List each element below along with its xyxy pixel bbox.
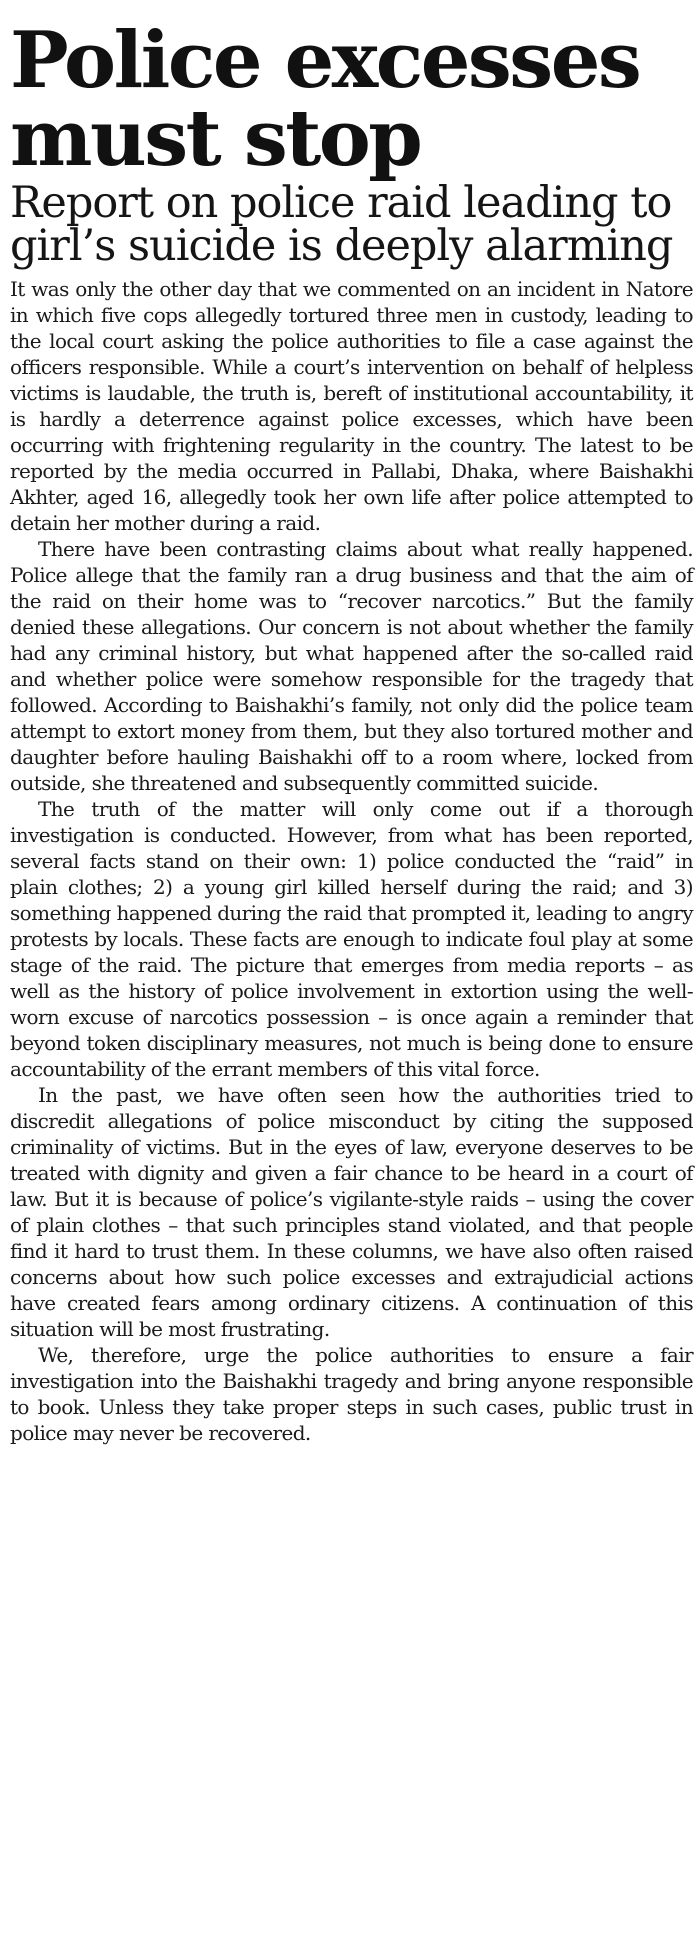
body-paragraph-5: We, therefore, urge the police authorities to ensure a fair investigation into the Baishakhi tragedy and bring anyone responsible to book. Unless they take proper steps in such cases, public trust in police may never be recovered. bbox=[10, 1343, 693, 1445]
headline: Police excesses must stop bbox=[10, 15, 640, 184]
body-paragraph-2: There have been contrasting claims about what really happened. Police allege that the family ran a drug business and that the aim of the raid on their home was to “recover narcotics.” But the family denied these allegations. Our concern is not about whether the family had any criminal history, but what happened after the so-called raid and whether police were somehow responsible for the tragedy that followed. According to Baishakhi’s family, not only did the police team attempt to extort money from them, but they also tortured mother and daughter before hauling Baishakhi off to a room where, locked from outside, she threatened and subsequently committed suicide. bbox=[10, 537, 693, 795]
body-paragraph-1: It was only the other day that we commented on an incident in Natore in which five cops allegedly tortured three men in custody, leading to the local court asking the police authorities to file a case against the officers responsible. While a court’s intervention on behalf of helpless victims is laudable, the truth is, bereft of institutional accountability, it is hardly a deterrence against police excesses, which have been occurring with frightening regularity in the country. The latest to be reported by the media occurred in Pallabi, Dhaka, where Baishakhi Akhter, aged 16, allegedly took her own life after police attempted to detain her mother during a raid. bbox=[10, 277, 693, 535]
editorial-article bbox=[10, 0, 693, 1446]
body-paragraph-4: In the past, we have often seen how the authorities tried to discredit allegations of police misconduct by citing the supposed criminality of victims. But in the eyes of law, everyone deserves to be treated with dignity and given a fair chance to be heard in a court of law. But it is because of police’s vigilante-style raids – using the cover of plain clothes – that such principles stand violated, and that people find it hard to trust them. In these columns, we have also often raised concerns about how such police excesses and extrajudicial actions have created fears among ordinary citizens. A continuation of this situation will be most frustrating. bbox=[10, 1083, 693, 1341]
article-body bbox=[10, 276, 693, 1446]
body-paragraph-3: The truth of the matter will only come out if a thorough investigation is conducted. However, from what has been reported, several facts stand on their own: 1) police conducted the “raid” in plain clothes; 2) a young girl killed herself during the raid; and 3) something happened during the raid that prompted it, leading to angry protests by locals. These facts are enough to indicate foul play at some stage of the raid. The picture that emerges from media reports – as well as the history of police involvement in extortion using the well-worn excuse of narcotics possession – is once again a reminder that beyond token disciplinary measures, not much is being done to ensure accountability of the errant members of this vital force. bbox=[10, 797, 693, 1081]
subheadline: Report on police raid leading to girl’s suicide is deeply alarming bbox=[10, 178, 673, 271]
